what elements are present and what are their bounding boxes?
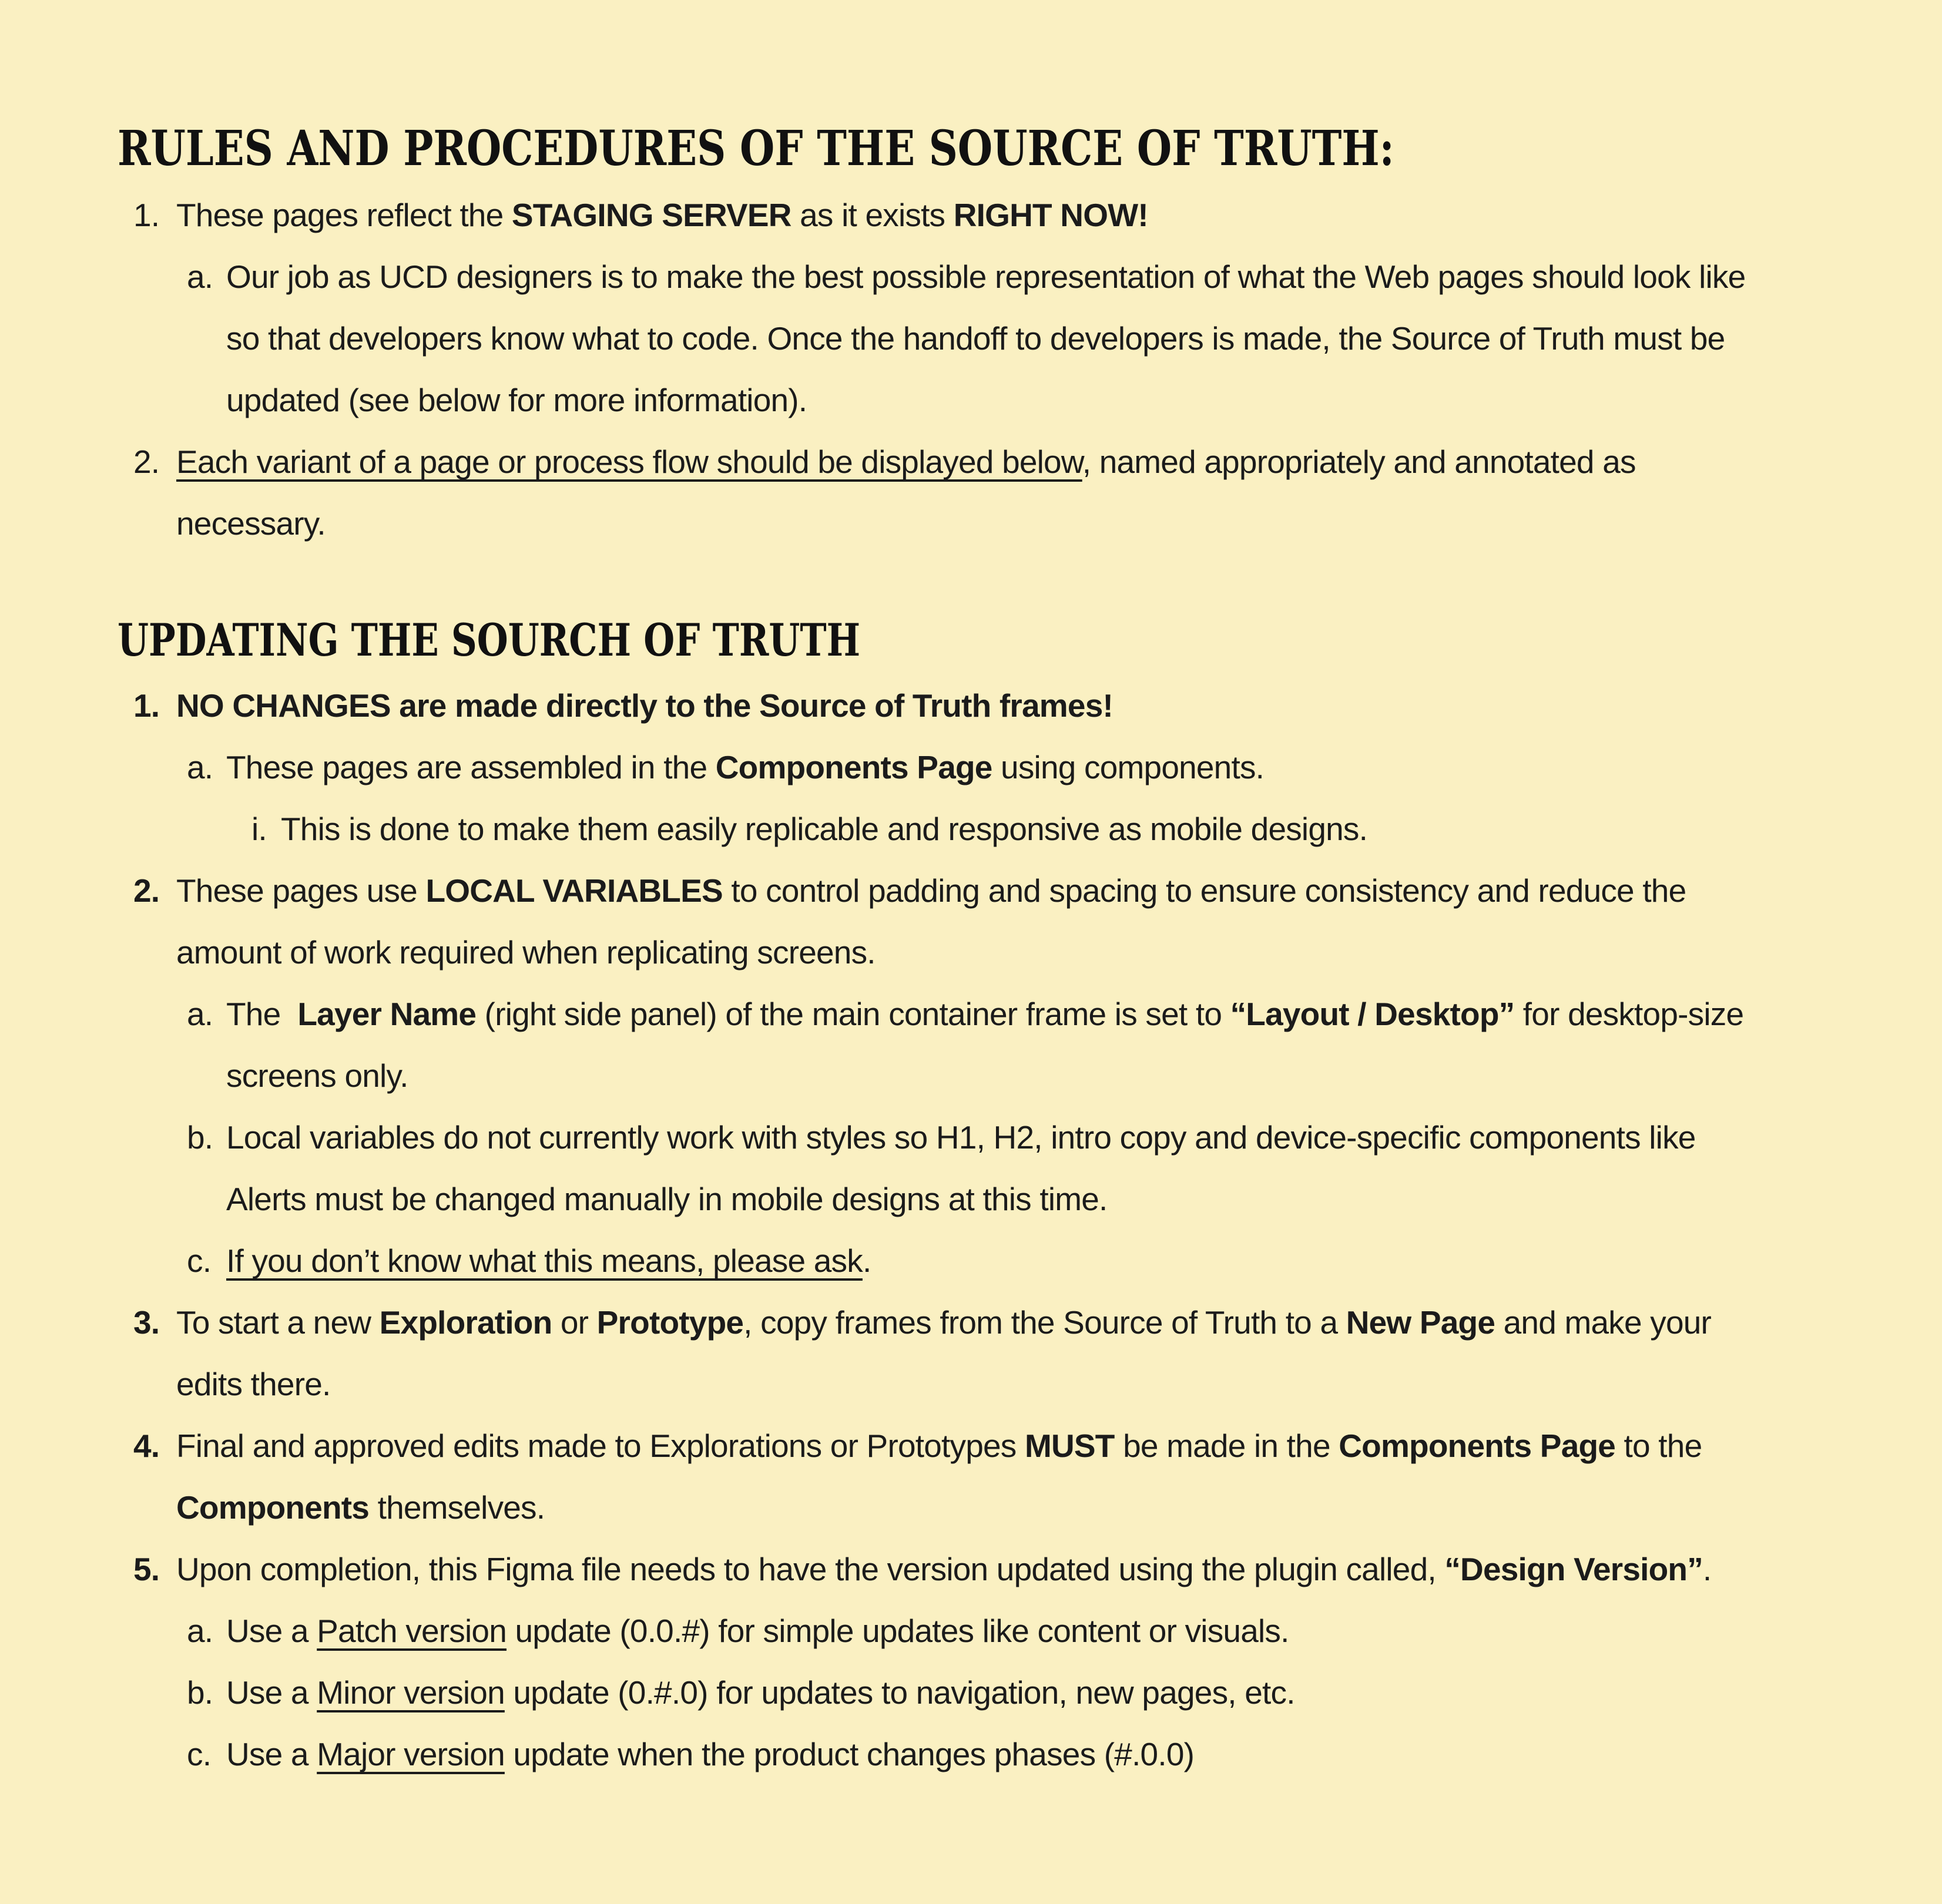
text-run: Each variant of a page or process flow should be displayed below (176, 444, 1082, 480)
list-item (118, 1415, 1824, 1539)
text-run: Use a (226, 1736, 317, 1772)
text-run: amount of work required when replicating screens. (176, 934, 876, 971)
item-line (176, 493, 1824, 555)
item-line (176, 1415, 1824, 1477)
rules-list (118, 184, 1824, 555)
item-line (226, 737, 1824, 798)
item-line (226, 1724, 1824, 1785)
text-run: (right side panel) of the main container frame is set to (476, 996, 1230, 1032)
text-run: for desktop-size (1514, 996, 1744, 1032)
text-run: themselves. (369, 1489, 545, 1526)
item-marker: b. (187, 1119, 213, 1156)
item-line (226, 246, 1824, 308)
item-line (176, 431, 1824, 493)
item-line (176, 1477, 1824, 1539)
text-run: , named appropriately and annotated as (1082, 444, 1636, 480)
text-run: Components Page (1339, 1428, 1616, 1464)
text-run: This is done to make them easily replicable and responsive as mobile designs. (281, 811, 1368, 847)
list-item (118, 675, 1824, 737)
text-run: screens only. (226, 1057, 408, 1094)
text-run: STAGING SERVER (511, 197, 791, 233)
item-marker: 1. (133, 197, 160, 233)
list-item (118, 798, 1824, 860)
section-rules-and-procedures (118, 116, 1824, 555)
text-run: update when the product changes phases (#.0.0) (504, 1736, 1195, 1772)
item-line (226, 370, 1824, 431)
text-run: “Design Version” (1444, 1551, 1703, 1587)
item-line (226, 1662, 1824, 1724)
updating-list (118, 675, 1824, 1785)
item-marker: 2. (133, 872, 160, 909)
text-run: . (862, 1243, 871, 1279)
text-run: or (552, 1304, 597, 1341)
item-line (176, 1292, 1824, 1354)
list-item (118, 1724, 1824, 1785)
text-run: Final and approved edits made to Explorations or Prototypes (176, 1428, 1025, 1464)
list-item (118, 1600, 1824, 1662)
text-run: Alerts must be changed manually in mobile designs at this time. (226, 1181, 1108, 1217)
text-run: LOCAL VARIABLES (425, 872, 723, 909)
text-run: Patch version (317, 1613, 507, 1649)
list-item (118, 983, 1824, 1107)
text-run: These pages are assembled in the (226, 749, 716, 785)
text-run: These pages use (176, 872, 426, 909)
item-marker: a. (187, 749, 213, 785)
text-run: as it exists (791, 197, 954, 233)
list-item (118, 737, 1824, 798)
text-run: Layer Name (297, 996, 477, 1032)
text-run: Use a (226, 1674, 317, 1711)
text-run: Minor version (317, 1674, 505, 1711)
text-run: to the (1615, 1428, 1702, 1464)
item-marker: c. (187, 1736, 212, 1772)
text-run: update (0.#.0) for updates to navigation, new pages, etc. (504, 1674, 1295, 1711)
list-item (118, 1662, 1824, 1724)
text-run: MUST (1024, 1428, 1115, 1464)
item-marker: a. (187, 1613, 213, 1649)
text-run: RIGHT NOW! (953, 197, 1148, 233)
text-run: be made in the (1114, 1428, 1339, 1464)
text-run: Use a (226, 1613, 317, 1649)
text-run: Local variables do not currently work with styles so H1, H2, intro copy and device-specific components like (226, 1119, 1696, 1156)
item-marker: b. (187, 1674, 213, 1711)
list-item (118, 184, 1824, 246)
item-line (226, 1168, 1824, 1230)
text-run: The (226, 996, 298, 1032)
updating-section-title: UPDATING THE SOURCH OF TRUTH (118, 614, 861, 666)
list-item (118, 1107, 1824, 1230)
list-item (118, 246, 1824, 431)
item-line (226, 308, 1824, 370)
text-run: Components Page (715, 749, 992, 785)
text-run: and make your (1495, 1304, 1712, 1341)
text-run: Major version (317, 1736, 505, 1772)
text-run: Upon completion, this Figma file needs to have the version updated using the plugin called, (176, 1551, 1445, 1587)
text-run: necessary. (176, 505, 326, 542)
item-marker: i. (251, 811, 267, 847)
item-line (176, 1354, 1824, 1415)
text-run: Exploration (379, 1304, 552, 1341)
section-updating-source-of-truth (118, 608, 1824, 1785)
text-run: These pages reflect the (176, 197, 512, 233)
item-line (226, 1107, 1824, 1168)
item-line (226, 1600, 1824, 1662)
text-run: using components. (992, 749, 1265, 785)
text-run: “Layout / Desktop” (1230, 996, 1515, 1032)
item-line (176, 184, 1824, 246)
item-line (176, 860, 1824, 922)
rules-section-title: RULES AND PROCEDURES OF THE SOURCE OF TRUTH: (118, 120, 1394, 177)
item-line (281, 798, 1824, 860)
text-run: NO CHANGES are made directly to the Source of Truth frames! (176, 687, 1113, 724)
item-line (226, 1230, 1824, 1292)
item-marker: a. (187, 258, 213, 295)
list-item (118, 431, 1824, 555)
text-run: Components (176, 1489, 370, 1526)
list-item (118, 1539, 1824, 1600)
text-run: updated (see below for more information). (226, 382, 807, 418)
text-run: If you don’t know what this means, please ask (226, 1243, 863, 1279)
item-line (226, 1045, 1824, 1107)
item-line (176, 922, 1824, 983)
text-run: , copy frames from the Source of Truth to a (743, 1304, 1346, 1341)
text-run: so that developers know what to code. Once the handoff to developers is made, the Source of Truth must be (226, 320, 1725, 357)
item-marker: 4. (133, 1428, 160, 1464)
text-run: Our job as UCD designers is to make the best possible representation of what the Web pages should look like (226, 258, 1746, 295)
list-item (118, 860, 1824, 983)
item-line (226, 983, 1824, 1045)
list-item (118, 1292, 1824, 1415)
item-marker: a. (187, 996, 213, 1032)
text-run: Prototype (596, 1304, 744, 1341)
text-run: New Page (1346, 1304, 1495, 1341)
text-run: update (0.0.#) for simple updates like content or visuals. (507, 1613, 1289, 1649)
item-marker: 3. (133, 1304, 160, 1341)
item-marker: 2. (133, 444, 160, 480)
text-run: to control padding and spacing to ensure consistency and reduce the (722, 872, 1686, 909)
item-line (176, 1539, 1824, 1600)
text-run: . (1702, 1551, 1712, 1587)
list-item (118, 1230, 1824, 1292)
item-marker: c. (187, 1243, 212, 1279)
item-line (176, 675, 1824, 737)
text-run: edits there. (176, 1366, 331, 1402)
item-marker: 5. (133, 1551, 160, 1587)
item-marker: 1. (133, 687, 160, 724)
text-run: To start a new (176, 1304, 380, 1341)
